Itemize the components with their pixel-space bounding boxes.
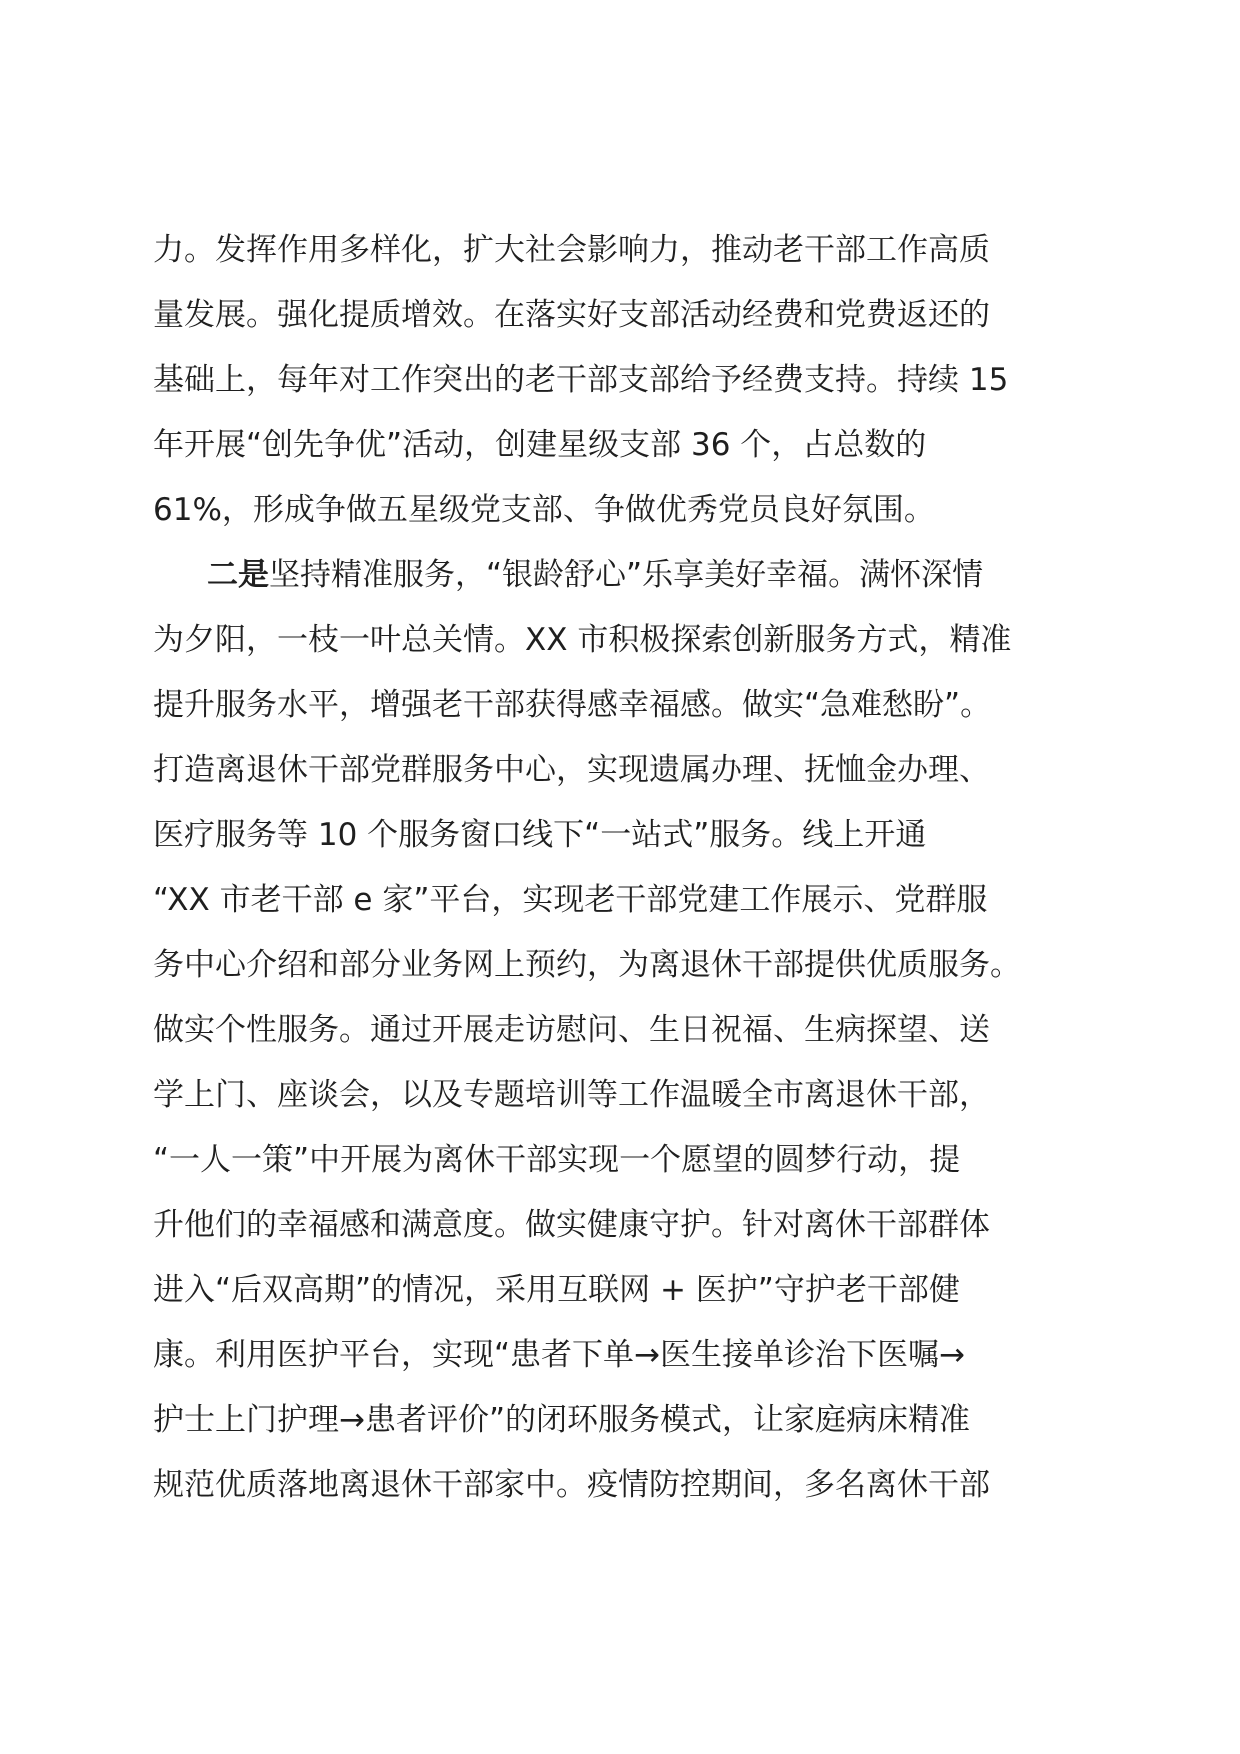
text-line: 61%，形成争做五星级党支部、争做优秀党员良好氛围。 — [153, 492, 935, 528]
paragraph-start-line — [153, 543, 1093, 608]
section-label: 二是 — [207, 557, 269, 593]
text-line: 医疗服务等 10 个服务窗口线下“一站式”服务。线上开通 — [153, 817, 927, 853]
body-text — [153, 218, 1093, 1518]
text-line: 进入“后双高期”的情况，采用互联网 + 医护”守护老干部健 — [153, 1272, 960, 1308]
text-line: 基础上，每年对工作突出的老干部支部给予经费支持。持续 15 — [153, 362, 1009, 398]
text-line: “XX 市老干部 e 家”平台，实现老干部党建工作展示、党群服 — [153, 882, 988, 918]
text-line: 升他们的幸福感和满意度。做实健康守护。针对离休干部群体 — [153, 1207, 990, 1243]
text-line: 规范优质落地离退休干部家中。疫情防控期间，多名离休干部 — [153, 1467, 990, 1503]
text-line: 为夕阳，一枝一叶总关情。XX 市积极探索创新服务方式，精准 — [153, 622, 1012, 658]
text-line: 力。发挥作用多样化，扩大社会影响力，推动老干部工作高质 — [153, 232, 990, 268]
text-line: 学上门、座谈会，以及专题培训等工作温暖全市离退休干部， — [153, 1077, 990, 1113]
text-line: 康。利用医护平台，实现“患者下单→医生接单诊治下医嘱→ — [153, 1337, 966, 1373]
text-line: 年开展“创先争优”活动，创建星级支部 36 个，占总数的 — [153, 427, 927, 463]
text-line: 务中心介绍和部分业务网上预约，为离退休干部提供优质服务。 — [153, 947, 1021, 983]
text-line: 提升服务水平，增强老干部获得感幸福感。做实“急难愁盼”。 — [153, 687, 992, 723]
text-line-rest: 坚持精准服务，“银龄舒心”乐享美好幸福。满怀深情 — [269, 557, 984, 593]
text-line: 打造离退休干部党群服务中心，实现遗属办理、抚恤金办理、 — [153, 752, 990, 788]
text-line: 量发展。强化提质增效。在落实好支部活动经费和党费返还的 — [153, 297, 990, 333]
text-line: 护士上门护理→患者评价”的闭环服务模式，让家庭病床精准 — [153, 1402, 971, 1438]
text-line: “一人一策”中开展为离休干部实现一个愿望的圆梦行动，提 — [153, 1142, 961, 1178]
text-line: 做实个性服务。通过开展走访慰问、生日祝福、生病探望、送 — [153, 1012, 990, 1048]
